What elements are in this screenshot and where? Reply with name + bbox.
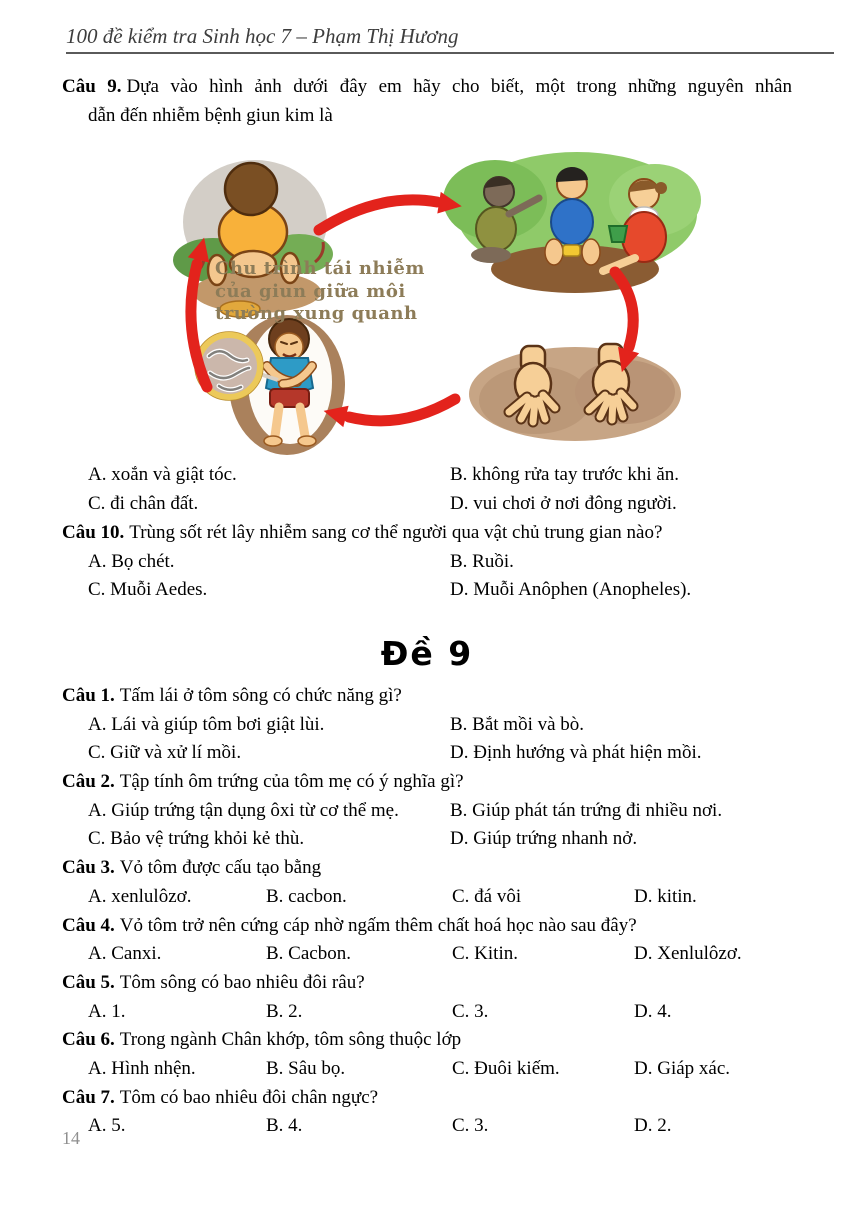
question-5-label: Câu 5. bbox=[62, 971, 115, 993]
scene-dirty-hands-icon bbox=[469, 344, 681, 441]
question-1-label: Câu 1. bbox=[62, 684, 115, 706]
option-c: C. 3. bbox=[452, 1000, 489, 1022]
cycle-caption bbox=[215, 258, 445, 326]
question-2-label: Câu 2. bbox=[62, 771, 115, 793]
question-10-text: Trùng sốt rét lây nhiễm sang cơ thể người qua vật chủ trung gian nào? bbox=[129, 521, 663, 543]
question-10-label: Câu 10. bbox=[62, 521, 125, 543]
option-c: C. Muỗi Aedes. bbox=[88, 579, 208, 601]
cycle-caption-line2: của giun giữa môi bbox=[215, 280, 406, 302]
option-d: D. Định hướng và phát hiện mồi. bbox=[450, 742, 702, 764]
question-5-text: Tôm sông có bao nhiêu đôi râu? bbox=[119, 971, 365, 993]
question-4-text: Vỏ tôm trở nên cứng cáp nhờ ngấm thêm chất hoá học nào sau đây? bbox=[119, 914, 637, 936]
question-5 bbox=[62, 969, 792, 998]
question-10 bbox=[62, 519, 792, 548]
pinworm-cycle-illustration bbox=[62, 142, 792, 457]
option-d: D. Giúp trứng nhanh nở. bbox=[450, 828, 638, 850]
question-3-options bbox=[62, 883, 792, 912]
option-b: B. không rửa tay trước khi ăn. bbox=[450, 464, 680, 486]
question-10-options bbox=[62, 548, 792, 605]
option-d: D. Giáp xác. bbox=[634, 1058, 731, 1080]
option-a: A. Bọ chét. bbox=[88, 550, 175, 572]
scene-sick-child-icon bbox=[195, 315, 345, 455]
scene-children-playing-icon bbox=[443, 152, 701, 293]
option-b: B. Cacbon. bbox=[266, 943, 351, 965]
option-c: C. Bảo vệ trứng khỏi kẻ thù. bbox=[88, 828, 305, 850]
option-a: A. Hình nhện. bbox=[88, 1058, 196, 1080]
page-header bbox=[66, 24, 834, 54]
question-2 bbox=[62, 768, 792, 797]
question-6-text: Trong ngành Chân khớp, tôm sông thuộc lớp bbox=[119, 1029, 462, 1051]
option-d: D. 2. bbox=[634, 1115, 672, 1137]
option-c: C. đá vôi bbox=[452, 885, 522, 907]
cycle-caption-line3: trường xung quanh bbox=[215, 303, 418, 325]
option-b: B. Bắt mồi và bò. bbox=[450, 713, 585, 735]
question-9-label: Câu 9. bbox=[62, 76, 122, 97]
question-7 bbox=[62, 1084, 792, 1113]
option-b: B. Ruồi. bbox=[450, 550, 514, 572]
question-2-text: Tập tính ôm trứng của tôm mẹ có ý nghĩa gì? bbox=[119, 771, 464, 793]
question-3-text: Vỏ tôm được cấu tạo bằng bbox=[119, 857, 322, 879]
question-2-options bbox=[62, 797, 792, 854]
option-d: D. kitin. bbox=[634, 885, 697, 907]
arrow-top bbox=[319, 200, 437, 230]
option-a: A. Canxi. bbox=[88, 943, 162, 965]
option-a: A. xoắn và giật tóc. bbox=[88, 464, 237, 486]
question-6-options bbox=[62, 1055, 792, 1084]
question-7-options bbox=[62, 1112, 792, 1141]
page-number: 14 bbox=[62, 1128, 80, 1148]
question-9-options bbox=[62, 461, 792, 518]
option-c: C. Đuôi kiếm. bbox=[452, 1058, 560, 1080]
option-a: A. Lái và giúp tôm bơi giật lùi. bbox=[88, 713, 325, 735]
option-b: B. Giúp phát tán trứng đi nhiều nơi. bbox=[450, 799, 723, 821]
option-c: C. Giữ và xử lí mồi. bbox=[88, 742, 242, 764]
option-d: D. Muỗi Anôphen (Anopheles). bbox=[450, 579, 692, 601]
question-9 bbox=[62, 73, 792, 130]
option-b: B. 2. bbox=[266, 1000, 303, 1022]
option-a: A. Giúp trứng tận dụng ôxi từ cơ thể mẹ. bbox=[88, 799, 399, 821]
option-d: D. Xenlulôzơ. bbox=[634, 943, 742, 965]
cycle-caption-line1: Chu trình tái nhiễm bbox=[215, 258, 425, 280]
option-d: D. vui chơi ở nơi đông người. bbox=[450, 493, 677, 515]
option-c: C. đi chân đất. bbox=[88, 493, 199, 515]
book-title: 100 đề kiểm tra Sinh học 7 – Phạm Thị Hương bbox=[66, 24, 459, 48]
question-1-text: Tấm lái ở tôm sông có chức năng gì? bbox=[119, 684, 402, 706]
question-9-text-line1: Dựa vào hình ảnh dưới đây em hãy cho biết, một trong những nguyên nhân bbox=[126, 76, 792, 97]
question-4-options bbox=[62, 940, 792, 969]
question-5-options bbox=[62, 998, 792, 1027]
option-a: A. xenlulôzơ. bbox=[88, 885, 192, 907]
option-a: A. 1. bbox=[88, 1000, 126, 1022]
option-c: C. 3. bbox=[452, 1115, 489, 1137]
question-6-label: Câu 6. bbox=[62, 1029, 115, 1051]
option-a: A. 5. bbox=[88, 1115, 126, 1137]
question-6 bbox=[62, 1026, 792, 1055]
option-c: C. Kitin. bbox=[452, 943, 518, 965]
option-d: D. 4. bbox=[634, 1000, 672, 1022]
page-content bbox=[62, 73, 792, 1141]
question-7-text: Tôm có bao nhiêu đôi chân ngực? bbox=[119, 1086, 379, 1108]
option-b: B. 4. bbox=[266, 1115, 303, 1137]
option-b: B. Sâu bọ. bbox=[266, 1058, 346, 1080]
question-1-options bbox=[62, 711, 792, 768]
arrow-bottom bbox=[349, 399, 455, 421]
option-b: B. cacbon. bbox=[266, 885, 347, 907]
question-7-label: Câu 7. bbox=[62, 1086, 115, 1108]
question-9-text-line2: dẫn đến nhiễm bệnh giun kim là bbox=[88, 104, 333, 126]
question-4-label: Câu 4. bbox=[62, 914, 115, 936]
question-4 bbox=[62, 912, 792, 941]
section-heading: Đề 9 bbox=[380, 633, 474, 673]
question-1 bbox=[62, 682, 792, 711]
question-3-label: Câu 3. bbox=[62, 857, 115, 879]
question-3 bbox=[62, 854, 792, 883]
